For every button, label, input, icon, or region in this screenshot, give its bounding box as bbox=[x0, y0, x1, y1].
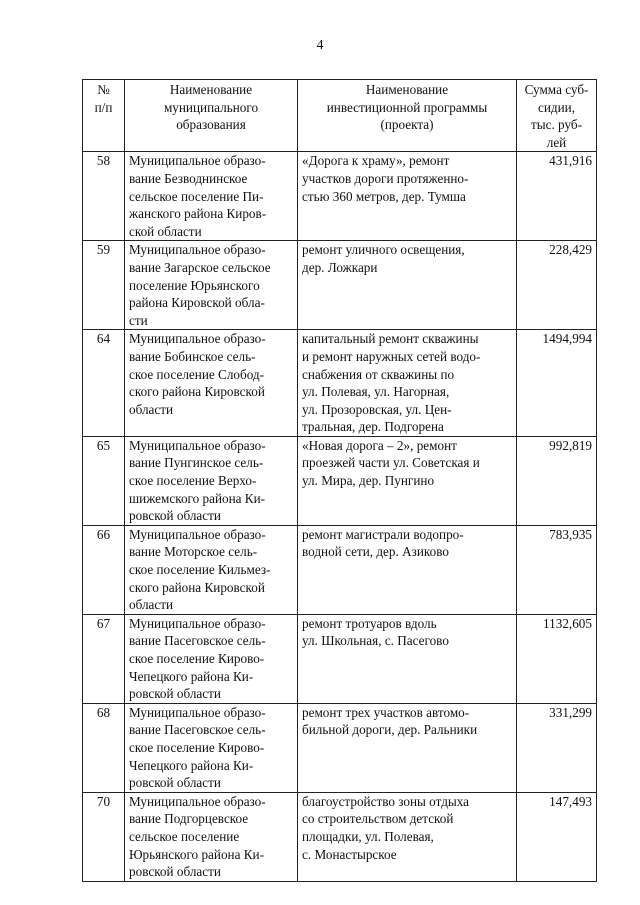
table-row bbox=[83, 792, 597, 881]
table-header-row bbox=[83, 80, 597, 152]
row-number: 70 bbox=[83, 792, 125, 881]
page-number: 4 bbox=[316, 38, 324, 53]
row-sum: 992,819 bbox=[517, 436, 597, 525]
row-number: 64 bbox=[83, 330, 125, 437]
row-program: благоустройство зоны отдыха со строительством детской площадки, ул. Полевая, с. Монастырское bbox=[298, 792, 517, 881]
row-number: 67 bbox=[83, 614, 125, 703]
row-sum: 1132,605 bbox=[517, 614, 597, 703]
header-municipality: Наименование муниципального образования bbox=[125, 80, 298, 152]
table-row bbox=[83, 525, 597, 614]
row-number: 68 bbox=[83, 703, 125, 792]
table-row bbox=[83, 436, 597, 525]
row-number: 59 bbox=[83, 241, 125, 330]
row-program: ремонт тротуаров вдоль ул. Школьная, с. Пасегово bbox=[298, 614, 517, 703]
row-sum: 228,429 bbox=[517, 241, 597, 330]
row-program: капитальный ремонт скважины и ремонт наружных сетей водо- снабжения от скважины по ул. Полевая, ул. Нагорная, ул. Прозоровская, ул. Цен- тральная, дер. Подгорена bbox=[298, 330, 517, 437]
row-municipality: Муниципальное образо- вание Бобинское сель- ское поселение Слобод- ского района Кировской области bbox=[125, 330, 298, 437]
row-program: ремонт магистрали водопро- водной сети, дер. Азиково bbox=[298, 525, 517, 614]
table-row bbox=[83, 330, 597, 437]
row-sum: 331,299 bbox=[517, 703, 597, 792]
subsidy-table bbox=[82, 79, 597, 882]
header-sum: Сумма суб- сидии, тыс. руб- лей bbox=[517, 80, 597, 152]
row-program: ремонт уличного освещения, дер. Ложкари bbox=[298, 241, 517, 330]
row-municipality: Муниципальное образо- вание Безводнинское сельское поселение Пи- жанского района Киров- ской области bbox=[125, 152, 298, 241]
row-sum: 783,935 bbox=[517, 525, 597, 614]
header-program: Наименование инвестиционной программы (проекта) bbox=[298, 80, 517, 152]
row-program: «Новая дорога – 2», ремонт проезжей части ул. Советская и ул. Мира, дер. Пунгино bbox=[298, 436, 517, 525]
row-sum: 431,916 bbox=[517, 152, 597, 241]
table-row bbox=[83, 152, 597, 241]
row-number: 65 bbox=[83, 436, 125, 525]
row-number: 66 bbox=[83, 525, 125, 614]
row-municipality: Муниципальное образо- вание Пунгинское сель- ское поселение Верхо- шижемского района Ки- ровской области bbox=[125, 436, 298, 525]
row-municipality: Муниципальное образо- вание Пасеговское сель- ское поселение Кирово- Чепецкого района Ки- ровской области bbox=[125, 614, 298, 703]
row-sum: 1494,994 bbox=[517, 330, 597, 437]
header-number: № п/п bbox=[83, 80, 125, 152]
table-row bbox=[83, 241, 597, 330]
row-program: ремонт трех участков автомо- бильной дороги, дер. Ральники bbox=[298, 703, 517, 792]
row-sum: 147,493 bbox=[517, 792, 597, 881]
row-municipality: Муниципальное образо- вание Пасеговское сель- ское поселение Кирово- Чепецкого района Ки- ровской области bbox=[125, 703, 298, 792]
row-municipality: Муниципальное образо- вание Подгорцевское сельское поселение Юрьянского района Ки- ровской области bbox=[125, 792, 298, 881]
row-municipality: Муниципальное образо- вание Моторское сель- ское поселение Кильмез- ского района Кировской области bbox=[125, 525, 298, 614]
table-row bbox=[83, 703, 597, 792]
table-row bbox=[83, 614, 597, 703]
row-program: «Дорога к храму», ремонт участков дороги протяженно- стью 360 метров, дер. Тумша bbox=[298, 152, 517, 241]
row-municipality: Муниципальное образо- вание Загарское сельское поселение Юрьянского района Кировской обла- сти bbox=[125, 241, 298, 330]
row-number: 58 bbox=[83, 152, 125, 241]
